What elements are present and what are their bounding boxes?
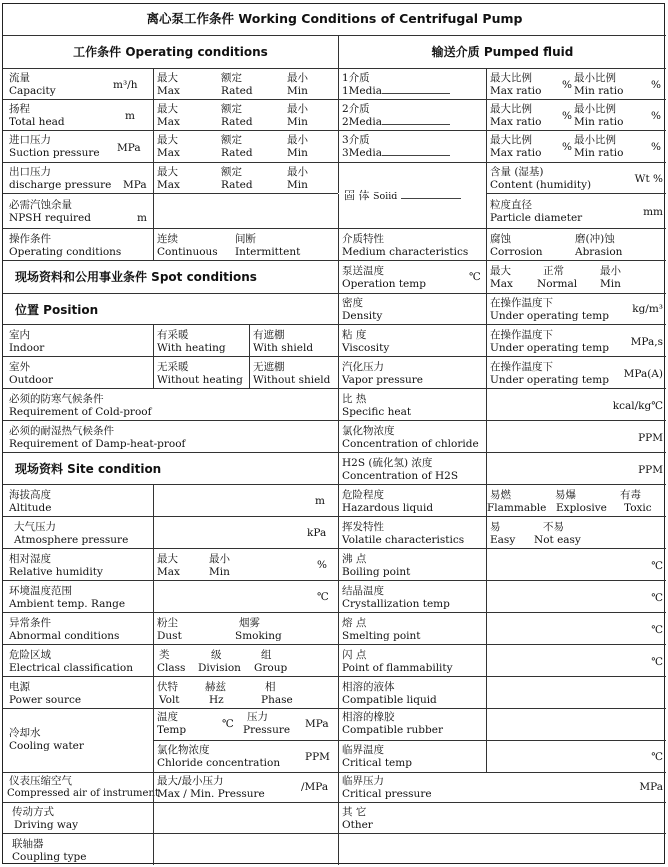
cooling-press: Pressure bbox=[243, 724, 291, 736]
compat-rub-cn: 相溶的橡胶 bbox=[342, 711, 395, 723]
compat-liq-label: Compatible liquid bbox=[342, 694, 437, 706]
rated-en: Rated bbox=[221, 179, 253, 191]
h2s-unit: PPM bbox=[638, 464, 663, 476]
row-coldproof bbox=[3, 388, 666, 420]
content-unit: Wt % bbox=[634, 173, 663, 185]
min-ratio-label: Min ratio bbox=[574, 85, 624, 97]
without-shield-cn: 无遮棚 bbox=[253, 361, 285, 373]
intermittent-label: Intermittent bbox=[235, 246, 301, 258]
vapor-op-cn: 在操作温度下 bbox=[490, 361, 553, 373]
humidity-label: Relative humidity bbox=[9, 566, 103, 578]
row-capacity bbox=[3, 68, 666, 99]
cryst-unit: ℃ bbox=[651, 592, 663, 604]
cryst-cn: 结晶温度 bbox=[342, 585, 384, 597]
optemp-label: Operation temp bbox=[342, 278, 426, 290]
rated-en: Rated bbox=[221, 147, 253, 159]
rated-cn: 额定 bbox=[221, 134, 242, 146]
heat-label: Specific heat bbox=[342, 406, 412, 418]
altitude-unit: m bbox=[315, 495, 325, 507]
cryst-label: Crystallization temp bbox=[342, 598, 450, 610]
row-ambient bbox=[3, 580, 666, 612]
power-cn: 电源 bbox=[9, 681, 30, 693]
optemp-max: Max bbox=[490, 278, 513, 290]
pct-unit: % bbox=[562, 110, 572, 122]
npsh-unit: m bbox=[137, 212, 147, 224]
h2s-cn: H2S (硫化氢) 浓度 bbox=[342, 457, 433, 469]
max-cn: 最大 bbox=[157, 166, 178, 178]
flammable-label: Flammable bbox=[487, 502, 547, 514]
position-header: 位置 Position bbox=[15, 303, 99, 317]
section-header-row bbox=[3, 35, 666, 68]
volatile-label: Volatile characteristics bbox=[342, 534, 465, 546]
air-unit: /MPa bbox=[301, 781, 329, 793]
humidity-max: Max bbox=[157, 566, 180, 578]
rated-en: Rated bbox=[221, 85, 253, 97]
content-cn: 含量 (湿基) bbox=[490, 166, 544, 178]
smelt-label: Smelting point bbox=[342, 630, 421, 642]
cooling-press-unit: MPa bbox=[305, 718, 329, 730]
humidity-cn: 相对湿度 bbox=[9, 553, 51, 565]
row-npsh bbox=[3, 193, 666, 228]
row-discharge bbox=[3, 162, 666, 193]
row-abnormal bbox=[3, 612, 666, 644]
title-row bbox=[3, 4, 666, 35]
max-cn: 最大 bbox=[157, 103, 178, 115]
cooling-chloride-unit: PPM bbox=[305, 751, 330, 763]
explosive-label: Explosive bbox=[556, 502, 607, 514]
corrosion-label: Corrosion bbox=[490, 246, 543, 258]
volt-label: Volt bbox=[159, 694, 180, 706]
min-ratio-label: Min ratio bbox=[574, 116, 624, 128]
spot-conditions-header: 现场资料和公用事业条件 Spot conditions bbox=[15, 270, 257, 284]
vapor-label: Vapor pressure bbox=[342, 374, 424, 386]
humidity-unit: % bbox=[317, 559, 327, 571]
outdoor-cn: 室外 bbox=[9, 361, 30, 373]
capacity-label: Capacity bbox=[9, 85, 56, 97]
class-cn: 类 bbox=[159, 649, 170, 661]
row-power bbox=[3, 676, 666, 708]
cooling-temp: Temp bbox=[157, 724, 187, 736]
chloride-label: Concentration of chloride bbox=[342, 438, 479, 450]
opcond-label: Operating conditions bbox=[9, 246, 122, 258]
group-cn: 组 bbox=[261, 649, 272, 661]
min-en: Min bbox=[287, 85, 308, 97]
cooling-label: Cooling water bbox=[9, 740, 84, 752]
media2-label: 2Media bbox=[342, 116, 382, 128]
ambient-unit: ℃ bbox=[317, 591, 329, 603]
phase-label: Phase bbox=[261, 694, 293, 706]
power-label: Power source bbox=[9, 694, 82, 706]
capacity-label-cn: 流量 bbox=[9, 72, 30, 84]
flash-unit: ℃ bbox=[651, 656, 663, 668]
optemp-min-cn: 最小 bbox=[600, 265, 621, 277]
not-easy-label: Not easy bbox=[534, 534, 581, 546]
row-indoor bbox=[3, 324, 666, 356]
row-outdoor bbox=[3, 356, 666, 388]
max-ratio-label: Max ratio bbox=[490, 116, 542, 128]
corrosion-cn: 腐蚀 bbox=[490, 233, 511, 245]
class-label: Class bbox=[157, 662, 186, 674]
toxic-cn: 有毒 bbox=[620, 489, 641, 501]
pct-unit: % bbox=[562, 79, 572, 91]
chloride-unit: PPM bbox=[638, 432, 663, 444]
density-op-cn: 在操作温度下 bbox=[490, 297, 553, 309]
cooling-press-cn: 压力 bbox=[247, 711, 268, 723]
danger-cn: 危险区域 bbox=[9, 649, 51, 661]
medchar-cn: 介质特性 bbox=[342, 233, 384, 245]
media2-cn: 2介质 bbox=[342, 103, 370, 115]
with-shield: With shield bbox=[253, 342, 314, 354]
solid-label: 固 体 Solid bbox=[344, 190, 461, 203]
other-cn: 其 它 bbox=[342, 806, 367, 818]
abrasion-cn: 磨(冲)蚀 bbox=[575, 233, 615, 245]
crit-temp-cn: 临界温度 bbox=[342, 744, 384, 756]
pumped-fluid-header: 输送介质 Pumped fluid bbox=[431, 45, 574, 59]
row-suction bbox=[3, 130, 666, 162]
vapor-unit: MPa(A) bbox=[623, 368, 663, 380]
min-cn: 最小 bbox=[287, 103, 308, 115]
media1-blank[interactable] bbox=[382, 85, 450, 94]
density-label: Density bbox=[342, 310, 383, 322]
coldproof-label: Requirement of Cold-proof bbox=[9, 406, 152, 418]
row-position bbox=[3, 293, 666, 324]
media1-cn: 1介质 bbox=[342, 72, 370, 84]
media3-label: 3Media bbox=[342, 147, 382, 159]
flash-cn: 闪 点 bbox=[342, 649, 367, 661]
density-unit: kg/m³ bbox=[632, 303, 663, 315]
form-title: 离心泵工作条件 Working Conditions of Centrifugal Pump bbox=[146, 11, 523, 26]
optemp-unit: ℃ bbox=[469, 271, 481, 283]
damp-cn: 必须的耐湿热气候条件 bbox=[9, 425, 114, 437]
max-ratio-cn: 最大比例 bbox=[490, 72, 532, 84]
crit-press-cn: 临界压力 bbox=[342, 775, 384, 787]
max-en: Max bbox=[157, 179, 180, 191]
atm-unit: kPa bbox=[307, 527, 327, 539]
easy-cn: 易 bbox=[490, 521, 501, 533]
ambient-cn: 环境温度范围 bbox=[9, 585, 72, 597]
head-label: Total head bbox=[9, 116, 65, 128]
abrasion-label: Abrasion bbox=[575, 246, 623, 258]
max-ratio-label: Max ratio bbox=[490, 85, 542, 97]
npsh-label: NPSH required bbox=[9, 212, 91, 224]
division-cn: 级 bbox=[211, 649, 222, 661]
coupling-cn: 联轴器 bbox=[12, 838, 44, 850]
crit-temp-label: Critical temp bbox=[342, 757, 412, 769]
particle-unit: mm bbox=[643, 206, 663, 218]
altitude-label: Altitude bbox=[9, 502, 52, 514]
heat-unit: kcal/kg℃ bbox=[612, 400, 663, 412]
not-easy-cn: 不易 bbox=[543, 521, 564, 533]
optemp-min: Min bbox=[600, 278, 621, 290]
humidity-min: Min bbox=[209, 566, 230, 578]
phase-cn: 相 bbox=[265, 681, 276, 693]
min-cn: 最小 bbox=[287, 72, 308, 84]
smoking-cn: 烟雾 bbox=[239, 617, 260, 629]
discharge-unit: MPa bbox=[123, 179, 147, 191]
min-ratio-cn: 最小比例 bbox=[574, 134, 616, 146]
min-ratio-label: Min ratio bbox=[574, 147, 624, 159]
flash-label: Point of flammability bbox=[342, 662, 453, 674]
particle-label: Particle diameter bbox=[490, 212, 583, 224]
operating-conditions-header: 工作条件 Operating conditions bbox=[73, 45, 268, 59]
viscosity-unit: MPa,s bbox=[630, 336, 663, 348]
viscosity-cn: 粘 度 bbox=[342, 329, 367, 341]
capacity-unit: m³/h bbox=[113, 79, 138, 91]
min-cn: 最小 bbox=[287, 134, 308, 146]
hz-cn: 赫兹 bbox=[205, 681, 226, 693]
crit-press-unit: MPa bbox=[639, 781, 663, 793]
suction-label-cn: 进口压力 bbox=[9, 134, 51, 146]
air-label: Compressed air of instrument bbox=[7, 788, 159, 799]
cooling-temp-unit: ℃ bbox=[222, 718, 234, 730]
other-label: Other bbox=[342, 819, 373, 831]
division-label: Division bbox=[198, 662, 241, 674]
site-condition-header: 现场资料 Site condition bbox=[15, 462, 162, 476]
abnormal-cn: 异常条件 bbox=[9, 617, 51, 629]
with-heating: With heating bbox=[157, 342, 226, 354]
atm-cn: 大气压力 bbox=[14, 521, 56, 533]
drive-cn: 传动方式 bbox=[12, 806, 54, 818]
toxic-label: Toxic bbox=[624, 502, 652, 514]
medchar-label: Medium characteristics bbox=[342, 246, 469, 258]
particle-cn: 粒度直径 bbox=[490, 199, 532, 211]
coupling-label: Coupling type bbox=[12, 851, 87, 863]
head-unit: m bbox=[125, 110, 135, 122]
max-ratio-cn: 最大比例 bbox=[490, 134, 532, 146]
altitude-cn: 海拔高度 bbox=[9, 489, 51, 501]
rated-cn: 额定 bbox=[221, 103, 242, 115]
rated-en: Rated bbox=[221, 116, 253, 128]
without-shield: Without shield bbox=[253, 374, 331, 386]
rated-cn: 额定 bbox=[221, 166, 242, 178]
without-heating: Without heating bbox=[157, 374, 243, 386]
vapor-op: Under operating temp bbox=[490, 374, 609, 386]
easy-label: Easy bbox=[490, 534, 516, 546]
min-ratio-cn: 最小比例 bbox=[574, 72, 616, 84]
max-cn: 最大 bbox=[157, 134, 178, 146]
smelt-cn: 熔 点 bbox=[342, 617, 367, 629]
cooling-chloride: Chloride concentration bbox=[157, 757, 281, 769]
suction-label: Suction pressure bbox=[9, 147, 100, 159]
coldproof-cn: 必须的防寒气候条件 bbox=[9, 393, 104, 405]
air-press-cn: 最大/最小压力 bbox=[157, 775, 224, 787]
abnormal-label: Abnormal conditions bbox=[9, 630, 120, 642]
row-damp bbox=[3, 420, 666, 452]
pct-unit: % bbox=[651, 141, 661, 153]
compat-rub-label: Compatible rubber bbox=[342, 724, 443, 736]
density-op: Under operating temp bbox=[490, 310, 609, 322]
discharge-label: discharge pressure bbox=[9, 179, 112, 191]
hz-label: Hz bbox=[209, 694, 224, 706]
suction-unit: MPa bbox=[117, 142, 141, 154]
vapor-cn: 汽化压力 bbox=[342, 361, 384, 373]
danger-label: Electrical classification bbox=[9, 662, 133, 674]
without-heating-cn: 无采暖 bbox=[157, 361, 189, 373]
pct-unit: % bbox=[562, 141, 572, 153]
row-danger bbox=[3, 644, 666, 676]
optemp-normal: Normal bbox=[537, 278, 578, 290]
hazard-label: Hazardous liquid bbox=[342, 502, 434, 514]
row-humidity bbox=[3, 548, 666, 580]
compat-liq-cn: 相溶的液体 bbox=[342, 681, 395, 693]
indoor-label: Indoor bbox=[9, 342, 45, 354]
continuous-label: Continuous bbox=[157, 246, 218, 258]
row-altitude bbox=[3, 484, 666, 516]
discharge-label-cn: 出口压力 bbox=[9, 166, 51, 178]
continuous-cn: 连续 bbox=[157, 233, 178, 245]
min-ratio-cn: 最小比例 bbox=[574, 103, 616, 115]
viscosity-label: Viscosity bbox=[342, 342, 390, 354]
boiling-cn: 沸 点 bbox=[342, 553, 367, 565]
max-ratio-cn: 最大比例 bbox=[490, 103, 532, 115]
row-air bbox=[3, 772, 666, 802]
max-ratio-label: Max ratio bbox=[490, 147, 542, 159]
humidity-max-cn: 最大 bbox=[157, 553, 178, 565]
viscosity-op: Under operating temp bbox=[490, 342, 609, 354]
row-coupling bbox=[3, 833, 666, 865]
row-operating bbox=[3, 228, 666, 260]
heat-cn: 比 热 bbox=[342, 393, 367, 405]
chloride-cn: 氯化物浓度 bbox=[342, 425, 395, 437]
crit-temp-unit: ℃ bbox=[651, 751, 663, 763]
min-en: Min bbox=[287, 116, 308, 128]
volatile-cn: 挥发特性 bbox=[342, 521, 384, 533]
indoor-cn: 室内 bbox=[9, 329, 30, 341]
optemp-normal-cn: 正常 bbox=[543, 265, 564, 277]
drive-label: Driving way bbox=[14, 819, 79, 831]
group-label: Group bbox=[254, 662, 288, 674]
ambient-label: Ambient temp. Range bbox=[9, 598, 126, 610]
pump-conditions-form bbox=[2, 3, 665, 864]
cooling-chloride-cn: 氯化物浓度 bbox=[157, 744, 210, 756]
media1-label: 1Media bbox=[342, 85, 382, 97]
humidity-min-cn: 最小 bbox=[209, 553, 230, 565]
content-label: Content (humidity) bbox=[490, 179, 592, 191]
npsh-label-cn: 必需汽蚀余量 bbox=[9, 199, 72, 211]
rated-cn: 额定 bbox=[221, 72, 242, 84]
row-atm bbox=[3, 516, 666, 548]
with-heating-cn: 有采暖 bbox=[157, 329, 189, 341]
boiling-unit: ℃ bbox=[651, 560, 663, 572]
boiling-label: Boiling point bbox=[342, 566, 411, 578]
media2-blank[interactable] bbox=[382, 116, 450, 125]
flammable-cn: 易燃 bbox=[490, 489, 511, 501]
row-cooling bbox=[3, 708, 666, 772]
min-cn: 最小 bbox=[287, 166, 308, 178]
intermittent-cn: 间断 bbox=[235, 233, 256, 245]
air-cn: 仪表压缩空气 bbox=[9, 775, 72, 787]
optemp-cn: 泵送温度 bbox=[342, 265, 384, 277]
dust-cn: 粉尘 bbox=[157, 617, 178, 629]
smelt-unit: ℃ bbox=[651, 624, 663, 636]
row-spot bbox=[3, 260, 666, 293]
optemp-max-cn: 最大 bbox=[490, 265, 511, 277]
max-en: Max bbox=[157, 147, 180, 159]
density-cn: 密度 bbox=[342, 297, 363, 309]
hazard-cn: 危险程度 bbox=[342, 489, 384, 501]
cooling-cn: 冷却水 bbox=[9, 727, 41, 739]
media3-blank[interactable] bbox=[382, 147, 450, 156]
cooling-temp-cn: 温度 bbox=[157, 711, 178, 723]
crit-press-label: Critical pressure bbox=[342, 788, 432, 800]
head-label-cn: 扬程 bbox=[9, 103, 30, 115]
pct-unit: % bbox=[651, 79, 661, 91]
min-en: Min bbox=[287, 147, 308, 159]
damp-label: Requirement of Damp-heat-proof bbox=[9, 438, 186, 450]
with-shield-cn: 有遮棚 bbox=[253, 329, 285, 341]
dust-label: Dust bbox=[157, 630, 182, 642]
media3-cn: 3介质 bbox=[342, 134, 370, 146]
max-en: Max bbox=[157, 116, 180, 128]
volt-cn: 伏特 bbox=[157, 681, 178, 693]
pct-unit: % bbox=[651, 110, 661, 122]
min-en: Min bbox=[287, 179, 308, 191]
air-press: Max / Min. Pressure bbox=[157, 788, 265, 800]
h2s-label: Concentration of H2S bbox=[342, 470, 459, 482]
explosive-cn: 易爆 bbox=[555, 489, 576, 501]
outdoor-label: Outdoor bbox=[9, 374, 53, 386]
max-cn: 最大 bbox=[157, 72, 178, 84]
smoking-label: Smoking bbox=[235, 630, 282, 642]
max-en: Max bbox=[157, 85, 180, 97]
row-drive bbox=[3, 802, 666, 833]
row-total-head bbox=[3, 99, 666, 130]
row-site bbox=[3, 452, 666, 484]
atm-label: Atmosphere pressure bbox=[14, 534, 129, 546]
opcond-cn: 操作条件 bbox=[9, 233, 51, 245]
viscosity-op-cn: 在操作温度下 bbox=[490, 329, 553, 341]
